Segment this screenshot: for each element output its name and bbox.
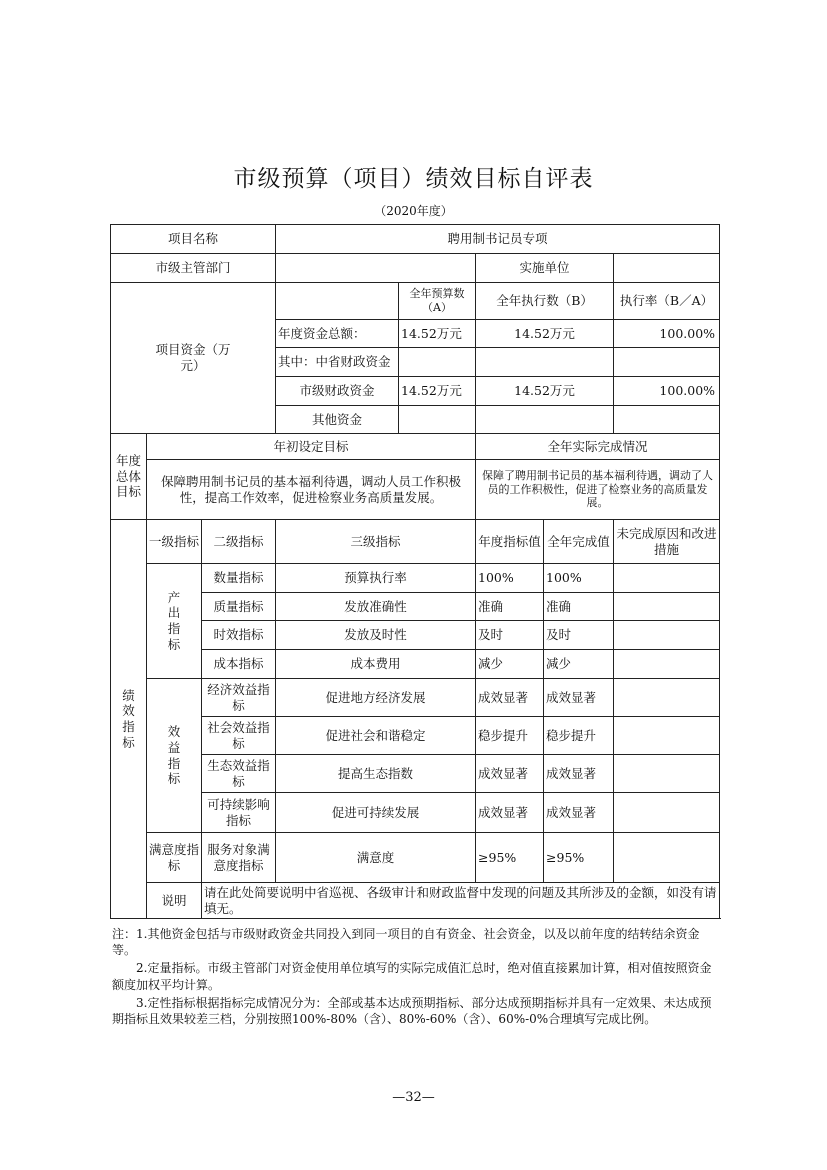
level3-cell: 促进地方经济发展	[276, 679, 476, 717]
remark-text: 请在此处简要说明中省巡视、各级审计和财政监督中发现的问题及其所涉及的金额，如没有请填无。	[202, 883, 720, 919]
level2-cell: 生态效益指标	[202, 755, 276, 793]
output-indicator-label: 产出指标	[147, 564, 202, 679]
level2-cell: 数量指标	[202, 564, 276, 593]
level3-cell: 成本费用	[276, 650, 476, 679]
level3-cell: 满意度	[276, 833, 476, 883]
level2-cell: 经济效益指标	[202, 679, 276, 717]
reason-cell	[614, 793, 720, 833]
level3-cell: 提高生态指数	[276, 755, 476, 793]
impl-unit-label: 实施单位	[476, 254, 614, 283]
satisfaction-indicator-label: 满意度指标	[147, 833, 202, 883]
reason-cell	[614, 679, 720, 717]
target-cell: 100%	[476, 564, 544, 593]
project-name-label: 项目名称	[111, 225, 276, 254]
goal-label: 年度总体目标	[111, 434, 147, 520]
dept-value	[276, 254, 476, 283]
funds-row-name: 其他资金	[276, 406, 399, 434]
reason-cell	[614, 833, 720, 883]
footnote-3: 3.定性指标根据指标完成情况分为：全部或基本达成预期指标、部分达成预期指标并具有一定效果、未达成预期指标且效果较差三档，分别按照100%-80%（含）、80%-60%（含）、60%-0%合理填写完成比例。	[112, 995, 712, 1026]
page-number: —32—	[392, 1090, 435, 1105]
funds-row-budget	[399, 406, 476, 434]
funds-row-exec: 14.52万元	[476, 320, 614, 348]
header-level2: 二级指标	[202, 520, 276, 564]
goal-actual-text: 保障了聘用制书记员的基本福利待遇，调动了人员的工作积极性，促进了检察业务的高质量发展。	[476, 460, 720, 520]
funds-row-exec	[476, 406, 614, 434]
reason-cell	[614, 755, 720, 793]
funds-header-budget: 全年预算数（A）	[399, 283, 476, 320]
footnote-1: 注：1.其他资金包括与市级财政资金共同投入到同一项目的自有资金、社会资金，以及以前年度的结转结余资金等。	[112, 927, 700, 958]
header-reason: 未完成原因和改进措施	[614, 520, 720, 564]
funds-row-name: 其中：中省财政资金	[276, 348, 399, 377]
funds-row-rate: 100.00%	[614, 377, 720, 406]
target-cell: 稳步提升	[476, 717, 544, 755]
level2-cell: 服务对象满意度指标	[202, 833, 276, 883]
footnotes	[112, 926, 722, 1029]
reason-cell	[614, 564, 720, 593]
header-level3: 三级指标	[276, 520, 476, 564]
indicators-label: 绩效指标	[111, 520, 147, 919]
project-name-value: 聘用制书记员专项	[276, 225, 720, 254]
level3-cell: 发放及时性	[276, 621, 476, 650]
reason-cell	[614, 621, 720, 650]
page-title: 市级预算（项目）绩效目标自评表	[233, 166, 594, 192]
funds-row-exec: 14.52万元	[476, 377, 614, 406]
level2-cell: 社会效益指标	[202, 717, 276, 755]
done-cell: 及时	[544, 621, 614, 650]
header-done: 全年完成值	[544, 520, 614, 564]
target-cell: 成效显著	[476, 679, 544, 717]
footnote-2: 2.定量指标。市级主管部门对资金使用单位填写的实际完成值汇总时，绝对值直接累加计算，相对值按照资金额度加权平均计算。	[112, 961, 712, 992]
reason-cell	[614, 650, 720, 679]
level3-cell: 促进可持续发展	[276, 793, 476, 833]
done-cell: 成效显著	[544, 755, 614, 793]
level2-cell: 成本指标	[202, 650, 276, 679]
done-cell: ≥95%	[544, 833, 614, 883]
funds-header-blank	[276, 283, 399, 320]
funds-header-exec: 全年执行数（B）	[476, 283, 614, 320]
reason-cell	[614, 717, 720, 755]
done-cell: 减少	[544, 650, 614, 679]
done-cell: 准确	[544, 593, 614, 621]
reason-cell	[614, 593, 720, 621]
done-cell: 成效显著	[544, 793, 614, 833]
level2-cell: 可持续影响指标	[202, 793, 276, 833]
done-cell: 稳步提升	[544, 717, 614, 755]
level2-cell: 质量指标	[202, 593, 276, 621]
funds-row-rate	[614, 348, 720, 377]
target-cell: ≥95%	[476, 833, 544, 883]
funds-row-name: 年度资金总额：	[276, 320, 399, 348]
impl-unit-value	[614, 254, 720, 283]
dept-label: 市级主管部门	[111, 254, 276, 283]
target-cell: 准确	[476, 593, 544, 621]
funds-row-exec	[476, 348, 614, 377]
target-cell: 及时	[476, 621, 544, 650]
self-evaluation-table	[110, 224, 720, 919]
report-year: （2020年度）	[374, 204, 453, 218]
target-cell: 减少	[476, 650, 544, 679]
header-level1: 一级指标	[147, 520, 202, 564]
done-cell: 成效显著	[544, 679, 614, 717]
target-cell: 成效显著	[476, 793, 544, 833]
funds-row-rate	[614, 406, 720, 434]
funds-row-name: 市级财政资金	[276, 377, 399, 406]
funds-row-budget: 14.52万元	[399, 377, 476, 406]
funds-row-budget	[399, 348, 476, 377]
funds-header-rate: 执行率（B／A）	[614, 283, 720, 320]
remark-label: 说明	[147, 883, 202, 919]
level3-cell: 预算执行率	[276, 564, 476, 593]
goal-set-text: 保障聘用制书记员的基本福利待遇，调动人员工作积极性，提高工作效率，促进检察业务高质量发展。	[147, 460, 476, 520]
level3-cell: 发放准确性	[276, 593, 476, 621]
level2-cell: 时效指标	[202, 621, 276, 650]
goal-set-header: 年初设定目标	[147, 434, 476, 460]
funds-row-budget: 14.52万元	[399, 320, 476, 348]
funds-row-rate: 100.00%	[614, 320, 720, 348]
goal-actual-header: 全年实际完成情况	[476, 434, 720, 460]
done-cell: 100%	[544, 564, 614, 593]
header-target: 年度指标值	[476, 520, 544, 564]
level3-cell: 促进社会和谐稳定	[276, 717, 476, 755]
target-cell: 成效显著	[476, 755, 544, 793]
effect-indicator-label: 效益指标	[147, 679, 202, 833]
funds-label: 项目资金（万元）	[111, 283, 276, 434]
